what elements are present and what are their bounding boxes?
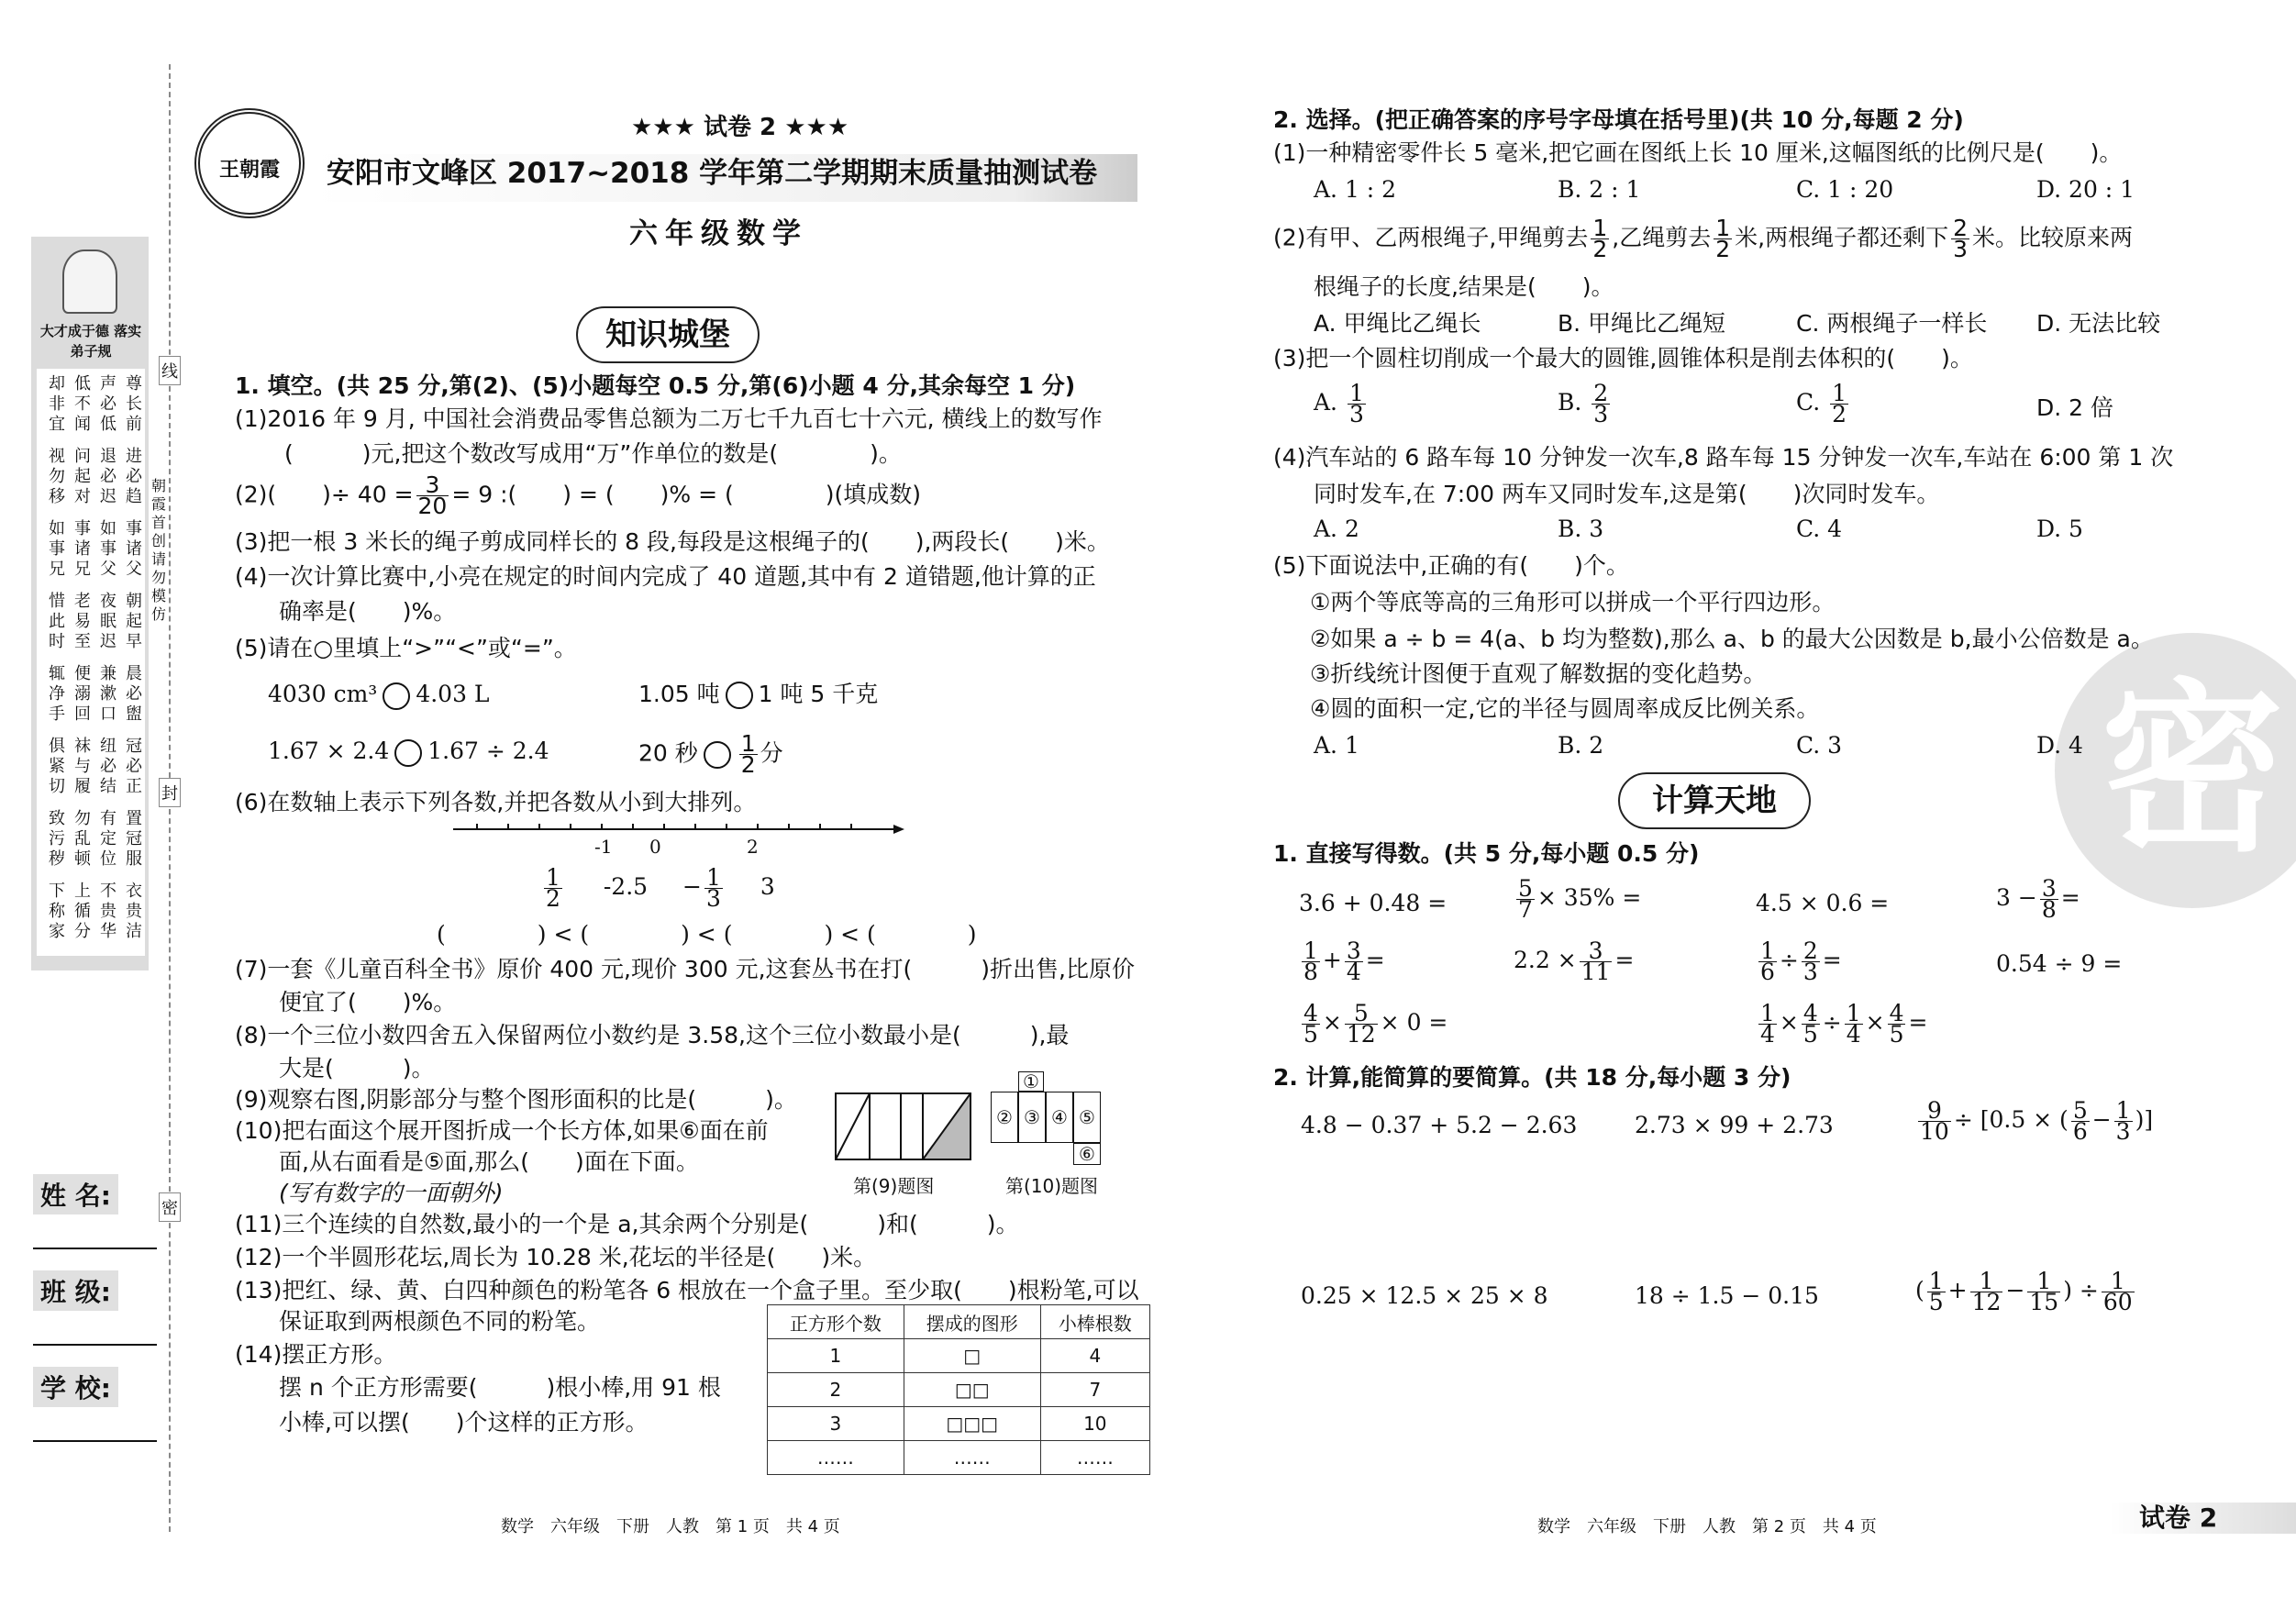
sidebar-motto-panel — [31, 237, 149, 970]
q2-4-line2: 同时发车,在 7:00 两车又同时发车,这是第( )次同时发车。 — [1314, 481, 1940, 507]
q2-2-opt-a[interactable]: A. 甲绳比乙绳长 — [1314, 310, 1481, 337]
q2-5-statement-1: ①两个等底等高的三角形可以拼成一个平行四边形。 — [1310, 589, 1836, 616]
left-footer: 数学 六年级 下册 人教 第 1 页 共 4 页 — [501, 1517, 840, 1536]
cheat-note: 朝霞首创 请勿模仿 — [151, 477, 167, 623]
sidebar-verse: 声必低 — [100, 374, 116, 434]
q2-1-opt-b[interactable]: B. 2 : 1 — [1558, 176, 1641, 203]
q1-13-line1: (13)把红、绿、黄、白四种颜色的粉笔各 6 根放在一个盒子里。至少取( )根粉笔,可以 — [235, 1277, 1139, 1303]
q2-3: (3)把一个圆柱切削成一个最大的圆锥,圆锥体积是削去体积的( )。 — [1273, 345, 1973, 372]
q2-5-opt-d[interactable]: D. 4 — [2036, 732, 2083, 759]
nums-to-place: $\frac{1}{2}$ -2.5 − $\frac{1}{3}$ 3 — [546, 864, 775, 912]
cartoon-figure — [62, 250, 117, 314]
answer-circle[interactable] — [383, 682, 410, 710]
sidebar-verse: 晨必盥 — [126, 664, 142, 724]
q1-14-line1: 摆 n 个正方形需要( )根小棒,用 91 根 — [279, 1374, 721, 1401]
calc-7: $\frac{1}{6}$ ÷ $\frac{2}{3}$ = — [1760, 937, 1842, 985]
compare-4: 20 秒 $\frac{1}{2}$ 分 — [638, 730, 783, 778]
verse-grid — [37, 369, 145, 956]
q2-4-opt-a[interactable]: A. 2 — [1314, 516, 1359, 542]
q2-3-opt-d[interactable]: D. 2 倍 — [2036, 394, 2113, 421]
q1-13-line2: 保证取到两根颜色不同的粉笔。 — [279, 1308, 601, 1335]
q1-9: (9)观察右图,阴影部分与整个图形面积的比是( )。 — [235, 1086, 797, 1113]
sidebar-verse: 下称家 — [49, 882, 65, 941]
q2-5-opt-c[interactable]: C. 3 — [1796, 732, 1843, 759]
sidebar-verse: 进必趋 — [126, 447, 142, 506]
sidebar-verse: 置冠服 — [126, 809, 142, 869]
sidebar-verse: 兼漱口 — [100, 664, 116, 724]
sidebar-verse: 如事兄 — [49, 519, 65, 579]
q1-4-line2: 确率是( )%。 — [279, 598, 457, 625]
axis-tick-0: 0 — [649, 836, 661, 858]
q1-6: (6)在数轴上表示下列各数,并把各数从小到大排列。 — [235, 789, 757, 815]
q1-heading: 1. 填空。(共 25 分,第(2)、(5)小题每空 0.5 分,第(6)小题 4 分,其余每空 1 分) — [235, 372, 1076, 399]
expr-2: 2.73 × 99 + 2.73 — [1635, 1112, 1834, 1138]
q1-5: (5)请在○里填上“>”“<”或“=”。 — [235, 635, 577, 661]
expr-4: 0.25 × 12.5 × 25 × 8 — [1301, 1282, 1548, 1309]
sidebar-verse: 便溺回 — [74, 664, 91, 724]
corner-label: 试卷 2 — [2139, 1503, 2218, 1533]
q2-2-line2: 根绳子的长度,结果是( )。 — [1314, 273, 1614, 300]
q1-11: (11)三个连续的自然数,最小的一个是 a,其余两个分别是( )和( )。 — [235, 1211, 1019, 1237]
q1-8-line2: 大是( )。 — [279, 1055, 435, 1081]
sidebar-verse: 袜与履 — [74, 737, 91, 796]
motto-top: 大才成于德 落实弟子规 — [39, 323, 142, 360]
q1-14: (14)摆正方形。 — [235, 1341, 397, 1368]
calc-8: 0.54 ÷ 9 = — [1996, 950, 2123, 977]
sidebar-verse: 事诸父 — [126, 519, 142, 579]
q2-5-statement-4: ④圆的面积一定,它的半径与圆周率成反比例关系。 — [1310, 695, 1820, 722]
sidebar-verse: 勿乱顿 — [74, 809, 91, 869]
name-label: 姓 名: — [33, 1174, 118, 1214]
calc-3: 4.5 × 0.6 = — [1756, 890, 1890, 916]
sidebar-verse: 纽必结 — [100, 737, 116, 796]
sidebar-verse: 夜眠迟 — [100, 592, 116, 651]
axis-tick-2: 2 — [747, 836, 759, 858]
sidebar-verse: 致污秽 — [49, 809, 65, 869]
section-title-calc: 计算天地 — [1618, 772, 1811, 829]
fold-mark-3: 密 — [159, 1192, 181, 1222]
sidebar-verse: 视勿移 — [49, 447, 65, 506]
table-row: 1 □ 4 — [768, 1339, 1150, 1373]
q2-3-opt-b[interactable]: B. $\frac{2}{3}$ — [1558, 380, 1609, 427]
q2-1-opt-a[interactable]: A. 1 : 2 — [1314, 176, 1397, 203]
calc-10: $\frac{1}{4}$ × $\frac{4}{5}$ ÷ $\frac{1}{4}$ × $\frac{4}{5}$ = — [1760, 1000, 1928, 1048]
seal-watermark: 密 — [2055, 633, 2296, 908]
q2-4-opt-c[interactable]: C. 4 — [1796, 516, 1843, 542]
q1-1-line1: (1)2016 年 9 月, 中国社会消费品零售总额为二万七千九百七十六元, 横线上的数写作 — [235, 405, 1103, 432]
sidebar-verse: 惜此时 — [49, 592, 65, 651]
exam-title: 安阳市文峰区 2017~2018 学年第二学期期末质量抽测试卷 — [327, 157, 1098, 190]
figure-10-caption: 第(10)题图 — [1005, 1175, 1099, 1197]
sidebar-verse: 冠必正 — [126, 737, 142, 796]
sidebar-verse: 却非宜 — [49, 374, 65, 434]
sidebar-verse: 辄净手 — [49, 664, 65, 724]
q2-1-opt-d[interactable]: D. 20 : 1 — [2036, 176, 2135, 203]
paper-number: ★★★ 试卷 2 ★★★ — [631, 114, 849, 141]
q2-4-opt-d[interactable]: D. 5 — [2036, 516, 2083, 542]
table-row: …… …… …… — [768, 1441, 1150, 1475]
q1-4-line1: (4)一次计算比赛中,小亮在规定的时间内完成了 40 道题,其中有 2 道错题,他计算的正 — [235, 563, 1096, 590]
q2-5-statement-2: ②如果 a ÷ b = 4(a、b 均为整数),那么 a、b 的最大公因数是 b,最小公倍数是 a。 — [1310, 626, 2154, 652]
sidebar-verse: 老易至 — [74, 592, 91, 651]
fold-mark-2: 封 — [159, 778, 181, 807]
table-row: 2 □□ 7 — [768, 1373, 1150, 1407]
q2-1-opt-c[interactable]: C. 1 : 20 — [1796, 176, 1894, 203]
sidebar-verse: 尊长前 — [126, 374, 142, 434]
q1-12: (12)一个半圆形花坛,周长为 10.28 米,花坛的半径是( )米。 — [235, 1244, 877, 1270]
calc-1: 3.6 + 0.48 = — [1299, 890, 1447, 916]
q2-2-line1: (2)有甲、乙两根绳子,甲绳剪去 $\frac{1}{2}$ ,乙绳剪去 $\frac{1}{2}$ 米,两根绳子都还剩下 $\frac{2}{3}$ 米。比较原来两 — [1273, 215, 2134, 262]
q4-heading: 2. 计算,能简算的要简算。(共 18 分,每小题 3 分) — [1273, 1064, 1791, 1091]
brand-logo: 王朝霞 — [194, 108, 305, 218]
compare-1: 4030 cm³ 4.03 L — [268, 679, 490, 710]
sidebar-verse: 朝起早 — [126, 592, 142, 651]
sidebar-verse: 问起对 — [74, 447, 91, 506]
q1-14-line2: 小棒,可以摆( )个这样的正方形。 — [279, 1409, 649, 1436]
expr-5: 18 ÷ 1.5 − 0.15 — [1635, 1282, 1819, 1309]
q1-7-line2: 便宜了( )%。 — [279, 989, 457, 1015]
sidebar-verse: 事诸兄 — [74, 519, 91, 579]
expr-6: ( $\frac{1}{5}$ + $\frac{1}{12}$ − $\frac{1}{15}$ ) ÷ $\frac{1}{60}$ — [1915, 1268, 2133, 1315]
section-title-knowledge: 知识城堡 — [576, 306, 760, 363]
answer-circle[interactable] — [726, 682, 753, 709]
expr-1: 4.8 − 0.37 + 5.2 − 2.63 — [1301, 1112, 1578, 1138]
q2-3-opt-a[interactable]: A. $\frac{1}{3}$ — [1314, 380, 1364, 427]
compare-2: 1.05 吨 1 吨 5 千克 — [638, 681, 879, 707]
fold-mark-1: 线 — [159, 356, 181, 385]
sidebar-verse: 低不闻 — [74, 374, 91, 434]
sidebar-verse: 俱紧切 — [49, 737, 65, 796]
answer-circle[interactable] — [704, 741, 731, 769]
q1-3: (3)把一根 3 米长的绳子剪成同样长的 8 段,每段是这根绳子的( ),两段长( )米。 — [235, 528, 1110, 555]
q1-10-line1: (10)把右面这个展开图折成一个长方体,如果⑥面在前 — [235, 1117, 769, 1144]
calc-9: $\frac{4}{5}$ × $\frac{5}{12}$ × 0 = — [1303, 1000, 1448, 1048]
q2-2-opt-c[interactable]: C. 两根绳子一样长 — [1796, 310, 1988, 337]
table-row: 3 □□□ 10 — [768, 1407, 1150, 1441]
q2-3-opt-c[interactable]: C. $\frac{1}{2}$ — [1796, 380, 1847, 427]
calc-4: 3 − $\frac{3}{8}$ = — [1996, 875, 2080, 923]
sidebar-verse: 不贵华 — [100, 882, 116, 941]
right-footer: 数学 六年级 下册 人教 第 2 页 共 4 页 — [1537, 1517, 1877, 1536]
q2-5: (5)下面说法中,正确的有( )个。 — [1273, 552, 1629, 579]
class-line[interactable] — [33, 1344, 157, 1346]
number-line[interactable] — [449, 816, 908, 853]
q1-1-line2: ( )元,把这个数改写成用“万”作单位的数是( )。 — [284, 440, 902, 467]
q3-heading: 1. 直接写得数。(共 5 分,每小题 0.5 分) — [1273, 840, 1700, 867]
q1-10-line2: 面,从右面看是⑤面,那么( )面在下面。 — [279, 1148, 699, 1175]
calc-6: 2.2 × $\frac{3}{11}$ = — [1514, 937, 1635, 985]
school-line[interactable] — [33, 1440, 157, 1442]
q2-2-opt-d[interactable]: D. 无法比较 — [2036, 310, 2161, 337]
expr-3: $\frac{9}{10}$ ÷ [0.5 × ( $\frac{5}{6}$ − $\frac{1}{3}$ )] — [1920, 1097, 2154, 1145]
calc-5: $\frac{1}{8}$ + $\frac{3}{4}$ = — [1303, 937, 1385, 985]
answer-circle[interactable] — [394, 739, 422, 767]
q2-5-opt-b[interactable]: B. 2 — [1558, 732, 1604, 759]
sidebar-verse: 上循分 — [74, 882, 91, 941]
q1-8-line1: (8)一个三位小数四舍五入保留两位小数约是 3.58,这个三位小数最小是( ),最 — [235, 1022, 1070, 1048]
q2-2-opt-b[interactable]: B. 甲绳比乙绳短 — [1558, 310, 1726, 337]
figure-10-net: ① ② ③ ④ ⑤ ⑥ — [991, 1071, 1119, 1170]
q1-2: (2)( )÷ 40 = $\frac{3}{20}$ = 9 :( ) = ( )% = ( )(填成数) — [235, 471, 921, 519]
class-label: 班 级: — [33, 1270, 118, 1311]
q1-10-note: (写有数字的一面朝外) — [279, 1180, 504, 1206]
sidebar-verse: 有定位 — [100, 809, 116, 869]
q2-1: (1)一种精密零件长 5 毫米,把它画在图纸上长 10 厘米,这幅图纸的比例尺是( )。 — [1273, 139, 2123, 166]
school-label: 学 校: — [33, 1367, 118, 1407]
name-line[interactable] — [33, 1248, 157, 1249]
order-blanks[interactable]: ( ) < ( ) < ( ) < ( ) — [437, 921, 977, 948]
square-table: 正方形个数 摆成的图形 小棒根数 1 □ 4 2 □□ 7 3 □□□ 10 …… …… …… — [767, 1304, 1150, 1475]
q2-heading: 2. 选择。(把正确答案的序号字母填在括号里)(共 10 分,每题 2 分) — [1273, 106, 1964, 133]
q2-5-statement-3: ③折线统计图便于直观了解数据的变化趋势。 — [1310, 660, 1767, 687]
figure-9 — [835, 1092, 972, 1161]
q2-4-line1: (4)汽车站的 6 路车每 10 分钟发一次车,8 路车每 15 分钟发一次车,车站在 6:00 第 1 次 — [1273, 444, 2174, 471]
subject-title: 六年级数学 — [629, 217, 808, 250]
sidebar-verse: 退必迟 — [100, 447, 116, 506]
calc-2: $\frac{5}{7}$ × 35% = — [1518, 875, 1642, 923]
axis-tick-neg1: -1 — [594, 836, 613, 858]
q2-5-opt-a[interactable]: A. 1 — [1314, 732, 1359, 759]
compare-3: 1.67 × 2.4 1.67 ÷ 2.4 — [268, 736, 549, 767]
q1-7-line1: (7)一套《儿童百科全书》原价 400 元,现价 300 元,这套丛书在打( )折出售,比原价 — [235, 956, 1135, 982]
sidebar-verse: 衣贵洁 — [126, 882, 142, 941]
q2-4-opt-b[interactable]: B. 3 — [1558, 516, 1604, 542]
figure-9-caption: 第(9)题图 — [853, 1175, 935, 1197]
sidebar-verse: 如事父 — [100, 519, 116, 579]
